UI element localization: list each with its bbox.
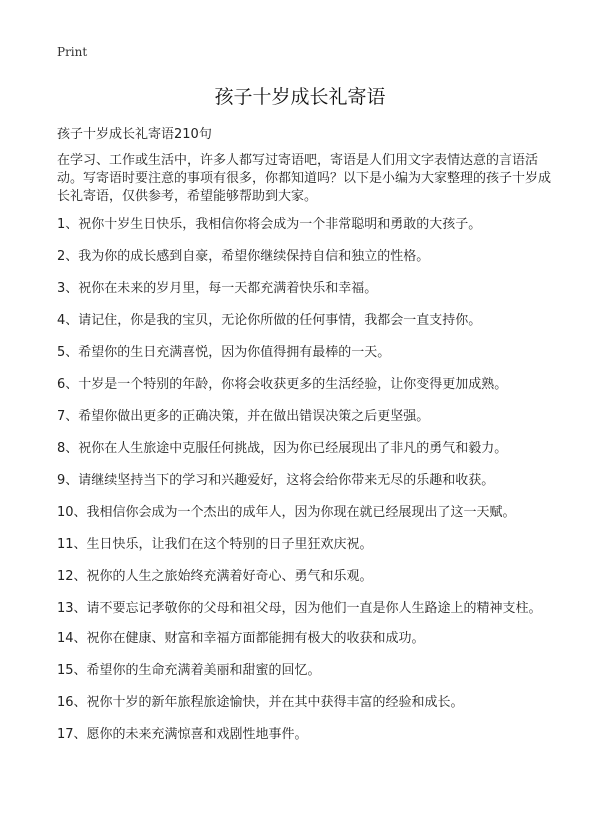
list-item: 4、请记住，你是我的宝贝，无论你所做的任何事情，我都会一直支持你。 <box>57 313 482 328</box>
subtitle: 孩子十岁成长礼寄语210句 <box>57 127 212 142</box>
print-link[interactable]: Print <box>57 45 88 59</box>
list-item: 7、希望你做出更多的正确决策，并在做出错误决策之后更坚强。 <box>57 409 430 424</box>
list-item: 15、希望你的生命充满着美丽和甜蜜的回忆。 <box>57 663 321 678</box>
list-item: 12、祝你的人生之旅始终充满着好奇心、勇气和乐观。 <box>57 569 373 584</box>
list-item: 16、祝你十岁的新年旅程旅途愉快，并在其中获得丰富的经验和成长。 <box>57 695 464 710</box>
list-item: 17、愿你的未来充满惊喜和戏剧性地事件。 <box>57 727 308 742</box>
list-item: 5、希望你的生日充满喜悦，因为你值得拥有最棒的一天。 <box>57 345 391 360</box>
page-title: 孩子十岁成长礼寄语 <box>214 86 386 108</box>
list-item: 8、祝你在人生旅途中克服任何挑战，因为你已经展现出了非凡的勇气和毅力。 <box>57 441 508 456</box>
list-item: 3、祝你在未来的岁月里，每一天都充满着快乐和幸福。 <box>57 281 378 296</box>
list-item: 6、十岁是一个特别的年龄，你将会收获更多的生活经验，让你变得更加成熟。 <box>57 377 508 392</box>
list-item: 2、我为你的成长感到自豪，希望你继续保持自信和独立的性格。 <box>57 249 430 264</box>
list-item: 9、请继续坚持当下的学习和兴趣爱好，这将会给你带来无尽的乐趣和收获。 <box>57 473 495 488</box>
list-item: 13、请不要忘记孝敬你的父母和祖父母，因为他们一直是你人生路途上的精神支柱。 <box>57 601 542 616</box>
list-item: 11、生日快乐，让我们在这个特别的日子里狂欢庆祝。 <box>57 537 373 552</box>
list-item: 1、祝你十岁生日快乐，我相信你将会成为一个非常聪明和勇敢的大孩子。 <box>57 217 482 232</box>
message-list <box>57 216 557 758</box>
list-item: 14、祝你在健康、财富和幸福方面都能拥有极大的收获和成功。 <box>57 631 425 646</box>
intro-paragraph: 在学习、工作或生活中，许多人都写过寄语吧，寄语是人们用文字表情达意的言语活动。写寄语时要注意的事项有很多，你都知道吗？以下是小编为大家整理的孩子十岁成长礼寄语，仅供参考，希望能够帮助到大家。 <box>57 153 552 204</box>
list-item: 10、我相信你会成为一个杰出的成年人，因为你现在就已经展现出了这一天赋。 <box>57 505 516 520</box>
